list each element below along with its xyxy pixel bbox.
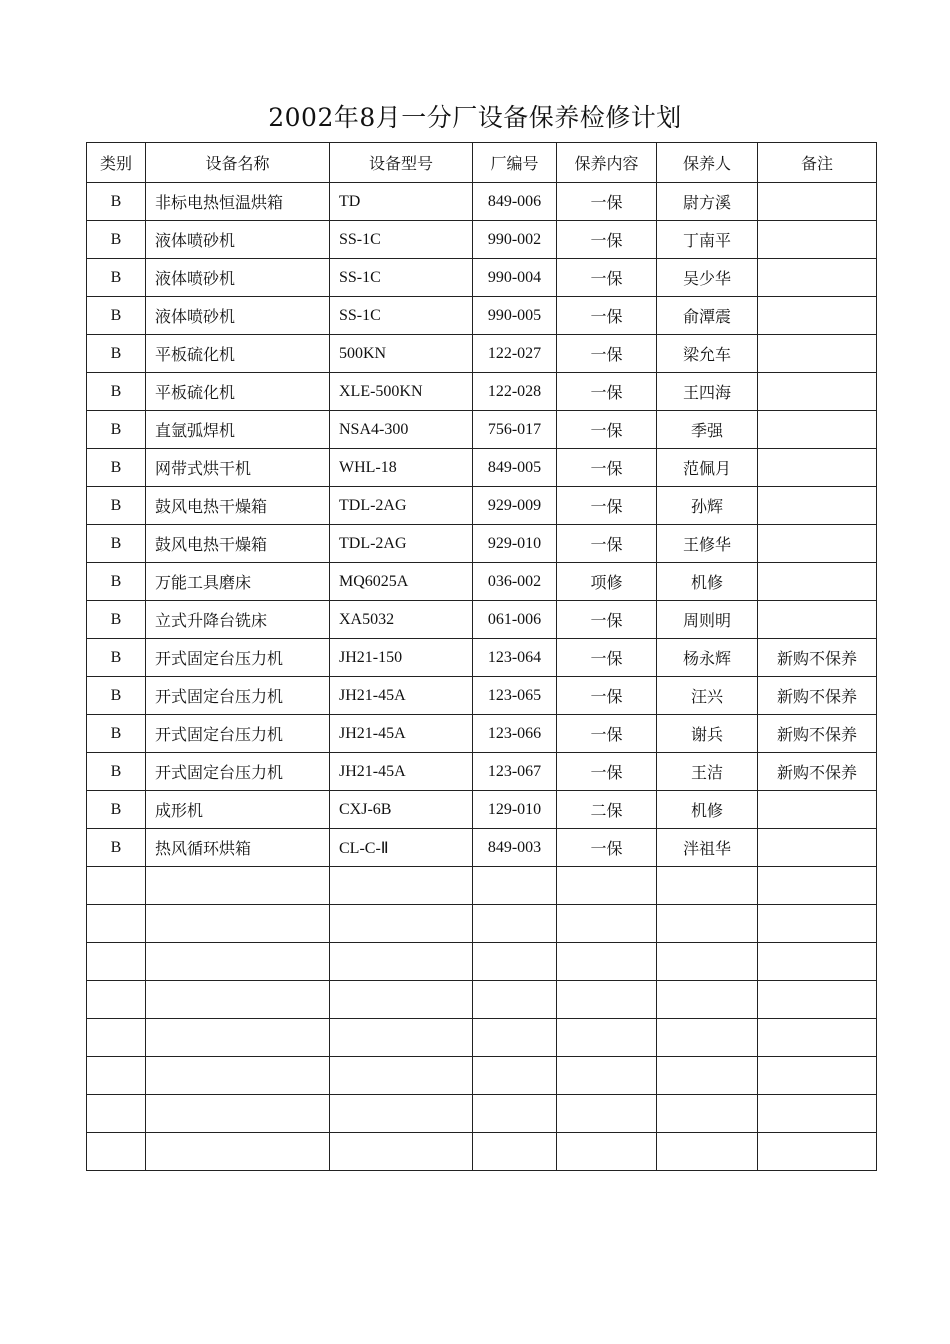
cell-category: B	[87, 259, 146, 297]
table-row	[87, 563, 877, 601]
cell-model: TD	[330, 183, 473, 221]
cell-model: XLE-500KN	[330, 373, 473, 411]
cell-maintainer: 孙辉	[657, 487, 758, 525]
table-row	[87, 1095, 877, 1133]
cell-remarks	[758, 373, 877, 411]
cell-remarks	[758, 297, 877, 335]
cell-factory-number	[473, 1019, 557, 1057]
cell-maintainer: 梁允车	[657, 335, 758, 373]
cell-model	[330, 867, 473, 905]
cell-factory-number: 122-027	[473, 335, 557, 373]
header-equipment-name: 设备名称	[146, 143, 330, 183]
cell-remarks	[758, 183, 877, 221]
cell-equipment-name: 非标电热恒温烘箱	[146, 183, 330, 221]
cell-category: B	[87, 487, 146, 525]
header-category: 类别	[87, 143, 146, 183]
cell-equipment-name	[146, 1133, 330, 1171]
cell-remarks	[758, 601, 877, 639]
cell-factory-number: 990-005	[473, 297, 557, 335]
cell-equipment-name: 立式升降台铣床	[146, 601, 330, 639]
cell-factory-number: 061-006	[473, 601, 557, 639]
table-row	[87, 905, 877, 943]
cell-equipment-name: 平板硫化机	[146, 373, 330, 411]
cell-factory-number	[473, 943, 557, 981]
table-row	[87, 829, 877, 867]
table-row	[87, 411, 877, 449]
cell-factory-number	[473, 867, 557, 905]
cell-maintainer: 机修	[657, 791, 758, 829]
cell-category	[87, 1095, 146, 1133]
header-maintenance-type: 保养内容	[557, 143, 657, 183]
cell-remarks	[758, 449, 877, 487]
cell-maintainer: 俞潭震	[657, 297, 758, 335]
cell-category	[87, 1133, 146, 1171]
cell-category: B	[87, 563, 146, 601]
table-row	[87, 1057, 877, 1095]
cell-maintenance-type	[557, 905, 657, 943]
cell-factory-number: 123-065	[473, 677, 557, 715]
cell-maintainer	[657, 943, 758, 981]
cell-maintenance-type: 一保	[557, 601, 657, 639]
cell-maintenance-type	[557, 943, 657, 981]
table-row	[87, 791, 877, 829]
cell-category	[87, 1057, 146, 1095]
cell-equipment-name	[146, 1057, 330, 1095]
cell-factory-number: 849-003	[473, 829, 557, 867]
cell-factory-number: 849-006	[473, 183, 557, 221]
cell-equipment-name: 液体喷砂机	[146, 221, 330, 259]
cell-factory-number	[473, 981, 557, 1019]
cell-category: B	[87, 525, 146, 563]
cell-model	[330, 1095, 473, 1133]
table-row	[87, 601, 877, 639]
cell-factory-number: 123-067	[473, 753, 557, 791]
cell-factory-number	[473, 1057, 557, 1095]
cell-factory-number	[473, 1095, 557, 1133]
table-row	[87, 335, 877, 373]
cell-model	[330, 1057, 473, 1095]
cell-remarks	[758, 1057, 877, 1095]
cell-remarks	[758, 335, 877, 373]
cell-category: B	[87, 829, 146, 867]
cell-maintenance-type: 一保	[557, 753, 657, 791]
cell-category: B	[87, 411, 146, 449]
cell-maintainer: 谢兵	[657, 715, 758, 753]
cell-factory-number: 122-028	[473, 373, 557, 411]
table-row	[87, 221, 877, 259]
cell-category: B	[87, 639, 146, 677]
table-row	[87, 449, 877, 487]
header-remarks: 备注	[758, 143, 877, 183]
cell-maintenance-type: 一保	[557, 373, 657, 411]
cell-model	[330, 1019, 473, 1057]
cell-maintenance-type: 一保	[557, 487, 657, 525]
cell-equipment-name	[146, 943, 330, 981]
cell-category	[87, 943, 146, 981]
cell-equipment-name	[146, 905, 330, 943]
table-row	[87, 981, 877, 1019]
cell-model: TDL-2AG	[330, 525, 473, 563]
cell-remarks	[758, 981, 877, 1019]
cell-model	[330, 1133, 473, 1171]
maintenance-plan-table	[86, 142, 877, 1171]
cell-remarks	[758, 867, 877, 905]
table-row	[87, 525, 877, 563]
cell-remarks	[758, 829, 877, 867]
cell-equipment-name: 热风循环烘箱	[146, 829, 330, 867]
cell-model: TDL-2AG	[330, 487, 473, 525]
cell-maintenance-type: 一保	[557, 677, 657, 715]
cell-model: JH21-150	[330, 639, 473, 677]
cell-remarks	[758, 563, 877, 601]
cell-maintainer: 尉方溪	[657, 183, 758, 221]
cell-maintenance-type: 一保	[557, 259, 657, 297]
table-header-row	[87, 143, 877, 183]
cell-category: B	[87, 335, 146, 373]
cell-maintainer	[657, 1019, 758, 1057]
cell-maintainer: 王四海	[657, 373, 758, 411]
cell-equipment-name: 直氩弧焊机	[146, 411, 330, 449]
cell-model: 500KN	[330, 335, 473, 373]
cell-model: SS-1C	[330, 221, 473, 259]
cell-maintainer	[657, 1057, 758, 1095]
cell-category: B	[87, 753, 146, 791]
table-row	[87, 487, 877, 525]
cell-equipment-name: 开式固定台压力机	[146, 715, 330, 753]
cell-maintainer: 范佩月	[657, 449, 758, 487]
cell-remarks	[758, 791, 877, 829]
cell-remarks	[758, 221, 877, 259]
cell-maintainer	[657, 1095, 758, 1133]
cell-category: B	[87, 715, 146, 753]
table-row	[87, 715, 877, 753]
cell-equipment-name	[146, 867, 330, 905]
table-row	[87, 259, 877, 297]
cell-equipment-name: 鼓风电热干燥箱	[146, 525, 330, 563]
cell-remarks	[758, 905, 877, 943]
cell-maintainer: 丁南平	[657, 221, 758, 259]
cell-category: B	[87, 449, 146, 487]
table-row	[87, 677, 877, 715]
cell-equipment-name: 开式固定台压力机	[146, 677, 330, 715]
cell-model: CL-C-Ⅱ	[330, 829, 473, 867]
cell-factory-number: 929-010	[473, 525, 557, 563]
cell-maintenance-type	[557, 1095, 657, 1133]
table-row	[87, 297, 877, 335]
cell-model: XA5032	[330, 601, 473, 639]
table-row	[87, 753, 877, 791]
table-row	[87, 373, 877, 411]
cell-remarks	[758, 411, 877, 449]
cell-factory-number	[473, 905, 557, 943]
cell-maintenance-type: 项修	[557, 563, 657, 601]
cell-remarks: 新购不保养	[758, 639, 877, 677]
cell-maintenance-type: 一保	[557, 829, 657, 867]
cell-remarks	[758, 487, 877, 525]
cell-model	[330, 943, 473, 981]
cell-equipment-name: 万能工具磨床	[146, 563, 330, 601]
cell-category	[87, 905, 146, 943]
cell-equipment-name: 鼓风电热干燥箱	[146, 487, 330, 525]
cell-remarks: 新购不保养	[758, 753, 877, 791]
cell-maintainer	[657, 867, 758, 905]
cell-remarks: 新购不保养	[758, 677, 877, 715]
cell-maintenance-type	[557, 867, 657, 905]
cell-equipment-name	[146, 981, 330, 1019]
cell-remarks: 新购不保养	[758, 715, 877, 753]
cell-category	[87, 981, 146, 1019]
cell-maintenance-type	[557, 1133, 657, 1171]
cell-maintainer: 泮祖华	[657, 829, 758, 867]
cell-model: CXJ-6B	[330, 791, 473, 829]
table-row	[87, 1133, 877, 1171]
cell-maintainer: 吴少华	[657, 259, 758, 297]
cell-remarks	[758, 259, 877, 297]
cell-maintainer: 机修	[657, 563, 758, 601]
cell-maintenance-type: 一保	[557, 525, 657, 563]
cell-category: B	[87, 791, 146, 829]
cell-maintenance-type: 二保	[557, 791, 657, 829]
cell-maintenance-type	[557, 981, 657, 1019]
cell-category: B	[87, 677, 146, 715]
cell-equipment-name: 成形机	[146, 791, 330, 829]
cell-factory-number: 036-002	[473, 563, 557, 601]
table-row	[87, 1019, 877, 1057]
cell-equipment-name	[146, 1019, 330, 1057]
cell-model: JH21-45A	[330, 715, 473, 753]
cell-equipment-name: 开式固定台压力机	[146, 753, 330, 791]
cell-maintenance-type: 一保	[557, 715, 657, 753]
header-maintainer: 保养人	[657, 143, 758, 183]
cell-maintainer: 周则明	[657, 601, 758, 639]
cell-category	[87, 867, 146, 905]
cell-factory-number: 129-010	[473, 791, 557, 829]
cell-maintainer: 王修华	[657, 525, 758, 563]
header-factory-number: 厂编号	[473, 143, 557, 183]
cell-maintainer	[657, 1133, 758, 1171]
table-row	[87, 639, 877, 677]
page-title: 2002年8月一分厂设备保养检修计划	[268, 103, 682, 132]
cell-maintenance-type: 一保	[557, 411, 657, 449]
cell-maintainer: 汪兴	[657, 677, 758, 715]
cell-remarks	[758, 1095, 877, 1133]
cell-factory-number: 123-066	[473, 715, 557, 753]
cell-maintenance-type: 一保	[557, 183, 657, 221]
cell-model	[330, 905, 473, 943]
cell-equipment-name: 平板硫化机	[146, 335, 330, 373]
cell-equipment-name: 网带式烘干机	[146, 449, 330, 487]
cell-equipment-name	[146, 1095, 330, 1133]
cell-maintainer: 王洁	[657, 753, 758, 791]
cell-model: JH21-45A	[330, 677, 473, 715]
cell-category: B	[87, 183, 146, 221]
cell-factory-number: 123-064	[473, 639, 557, 677]
cell-remarks	[758, 525, 877, 563]
cell-maintenance-type	[557, 1057, 657, 1095]
cell-category: B	[87, 601, 146, 639]
cell-maintenance-type: 一保	[557, 449, 657, 487]
cell-remarks	[758, 1133, 877, 1171]
cell-equipment-name: 液体喷砂机	[146, 297, 330, 335]
cell-model: SS-1C	[330, 259, 473, 297]
cell-category: B	[87, 221, 146, 259]
cell-model: NSA4-300	[330, 411, 473, 449]
cell-remarks	[758, 943, 877, 981]
cell-factory-number: 929-009	[473, 487, 557, 525]
cell-factory-number	[473, 1133, 557, 1171]
cell-maintainer: 季强	[657, 411, 758, 449]
cell-category: B	[87, 297, 146, 335]
cell-maintenance-type: 一保	[557, 335, 657, 373]
cell-maintenance-type: 一保	[557, 297, 657, 335]
table-row	[87, 943, 877, 981]
cell-maintainer: 杨永辉	[657, 639, 758, 677]
cell-equipment-name: 液体喷砂机	[146, 259, 330, 297]
cell-model: JH21-45A	[330, 753, 473, 791]
cell-model: WHL-18	[330, 449, 473, 487]
cell-equipment-name: 开式固定台压力机	[146, 639, 330, 677]
cell-maintainer	[657, 905, 758, 943]
header-model: 设备型号	[330, 143, 473, 183]
cell-factory-number: 849-005	[473, 449, 557, 487]
cell-factory-number: 756-017	[473, 411, 557, 449]
cell-maintenance-type	[557, 1019, 657, 1057]
cell-remarks	[758, 1019, 877, 1057]
cell-category: B	[87, 373, 146, 411]
table-row	[87, 183, 877, 221]
cell-maintainer	[657, 981, 758, 1019]
cell-factory-number: 990-002	[473, 221, 557, 259]
cell-model	[330, 981, 473, 1019]
cell-maintenance-type: 一保	[557, 221, 657, 259]
cell-factory-number: 990-004	[473, 259, 557, 297]
cell-model: MQ6025A	[330, 563, 473, 601]
cell-model: SS-1C	[330, 297, 473, 335]
table-row	[87, 867, 877, 905]
cell-category	[87, 1019, 146, 1057]
cell-maintenance-type: 一保	[557, 639, 657, 677]
